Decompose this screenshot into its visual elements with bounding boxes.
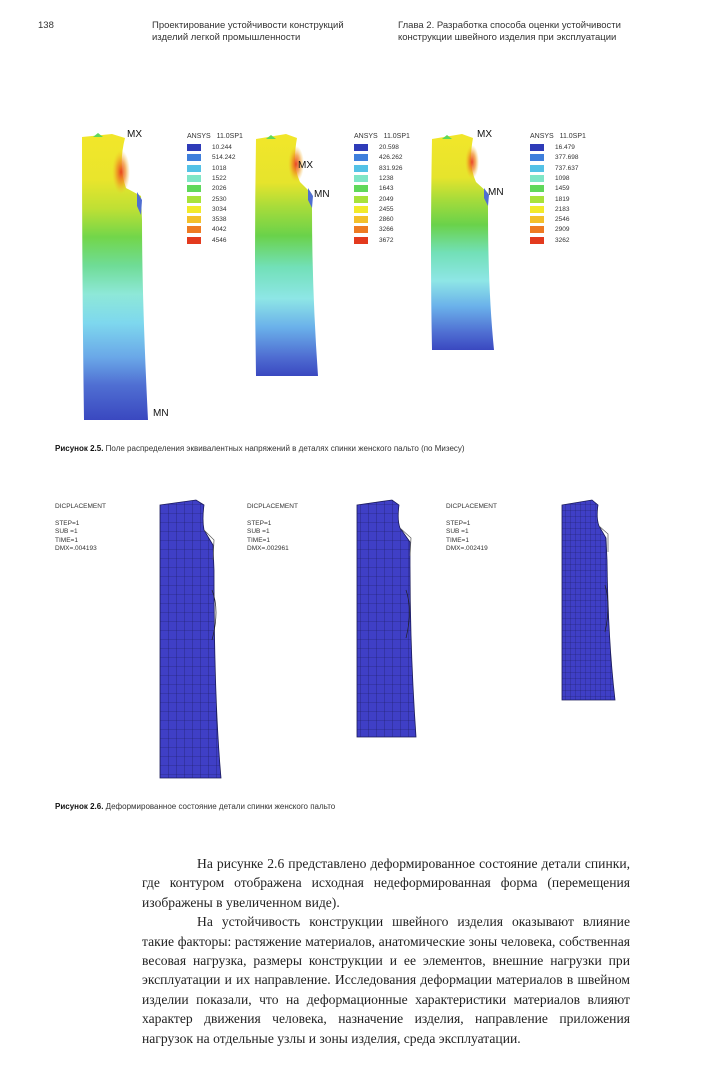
running-title-right: Глава 2. Разработка способа оценки устойчивости конструкции швейного изделия при эксплуатации [398,20,621,43]
legend-value: 10.244 [212,144,232,151]
page-number: 138 [38,20,54,31]
min-marker: MN [488,187,504,198]
legend-value: 2455 [379,205,394,213]
time-line: TIME=1 [446,536,469,544]
legend-value: 831.926 [379,164,403,172]
legend-software: ANSYS [187,133,211,140]
legend-value: 2530 [212,195,227,203]
legend-value: 2049 [379,195,394,203]
step-line: STEP=1 [55,519,80,527]
min-marker: MN [153,408,169,419]
max-marker: MX [127,129,142,140]
dmx-line: DMX=.002419 [446,545,488,552]
dmx-line: DMX=.004193 [55,545,97,552]
legend-software: ANSYS [530,133,554,140]
legend-value: 3034 [212,205,227,213]
figure-2-6-caption [55,802,335,811]
sub-line: SUB =1 [446,528,469,535]
legend-value: 16.479 [555,144,575,151]
running-title-left: Проектирование устойчивости конструкций изделий легкой промышленности [152,20,344,43]
legend-value: 514.242 [212,154,236,162]
min-marker: MN [314,189,330,200]
legend-value: 1459 [555,185,570,193]
max-marker: MX [298,160,313,171]
mesh-plot-1 [160,500,221,778]
legend-value: 3672 [379,236,394,244]
legend-value: 737.637 [555,164,579,172]
caption-text: Поле распределения эквивалентных напряжений в деталях спинки женского пальто (по Мизесу) [103,444,465,453]
legend-software: ANSYS [354,133,378,140]
legend-value: 2183 [555,205,570,213]
body-text [142,854,630,1048]
step-line: STEP=1 [446,519,471,527]
mesh-plot-2 [357,500,416,737]
legend-value: 4546 [212,236,227,244]
legend-version: 11.0SP1 [383,133,410,140]
legend-value: 2860 [379,216,394,224]
sub-line: SUB =1 [55,528,78,535]
legend-value: 3262 [555,236,570,244]
time-line: TIME=1 [247,536,270,544]
caption-label: Рисунок 2.5. [55,444,104,453]
legend-value: 2909 [555,226,570,234]
mesh-plot-3 [562,500,615,700]
dmx-line: DMX=.002961 [247,545,289,552]
caption-text: Деформированное состояние детали спинки женского пальто [103,802,336,811]
time-line: TIME=1 [55,536,78,544]
paragraph: На устойчивость конструкции швейного изделия оказывают влияние такие факторы: растяжение материалов, анатомические зоны человека, собственная весовая нагрузка, размеры конструкции и ее элементов, внешние нагрузки при эксплуатации и их направление. Исследования деформации материалов в швейном изделии показали, что на деформационные характеристики материалов влияют характер движения человека, назначение изделия, направление приложения нагрузок на отдельные узлы и зоны изделия, среда эксплуатации. [142,914,630,1046]
legend-value: 1018 [212,164,227,172]
legend-value: 1522 [212,174,227,182]
legend-value: 2546 [555,216,570,224]
legend-value: 377.698 [555,154,579,162]
legend-version: 11.0SP1 [559,133,586,140]
legend-value: 1643 [379,185,394,193]
legend-value: 20.598 [379,144,399,151]
displacement-title: DICPLACEMENT [247,503,298,510]
caption-label: Рисунок 2.6. [55,802,104,811]
legend-value: 1238 [379,174,394,182]
sub-line: SUB =1 [247,528,270,535]
legend-value: 1098 [555,174,570,182]
paragraph: На рисунке 2.6 представлено деформированное состояние детали спинки, где контуром отображена исходная недеформированная форма (перемещения изображены в увеличенном виде). [142,856,630,910]
legend-value: 426.262 [379,154,403,162]
max-marker: MX [477,129,492,140]
displacement-title: DICPLACEMENT [446,503,497,510]
legend-value: 1819 [555,195,570,203]
legend-version: 11.0SP1 [216,133,243,140]
legend-value: 3266 [379,226,394,234]
legend-value: 3538 [212,216,227,224]
step-line: STEP=1 [247,519,272,527]
displacement-title: DICPLACEMENT [55,503,106,510]
legend-value: 2026 [212,185,227,193]
legend-value: 4042 [212,226,227,234]
